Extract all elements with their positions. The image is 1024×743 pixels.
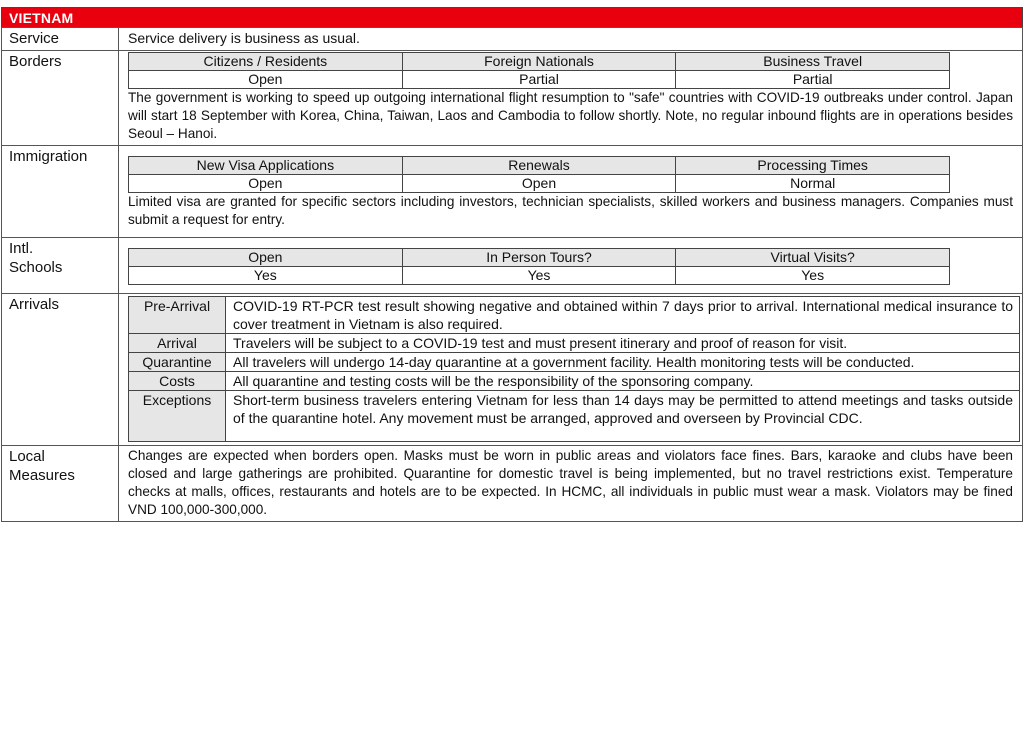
arrivals-table [128,296,1020,442]
immigration-value-renewals: Open [402,175,676,193]
immigration-header-renewals: Renewals [402,157,676,175]
service-text: Service delivery is business as usual. [128,30,360,46]
local-measures-label-line1: Local [9,448,45,465]
schools-content [119,238,1023,294]
service-row [2,28,1023,51]
arrivals-row [2,294,1023,446]
schools-value-tours: Yes [402,267,676,285]
schools-label-line2: Schools [9,259,63,276]
borders-header-foreign: Foreign Nationals [402,53,676,71]
borders-value-business: Partial [676,71,950,89]
schools-header-tours: In Person Tours? [402,249,676,267]
schools-value-open: Yes [129,267,403,285]
schools-label [2,238,119,294]
schools-label-line1: Intl. [9,240,34,257]
country-banner: VIETNAM [1,7,1023,27]
service-label: Service [2,28,119,51]
immigration-value-new-visa: Open [129,175,403,193]
borders-content [119,51,1023,146]
schools-header-virtual: Virtual Visits? [676,249,950,267]
schools-value-virtual: Yes [676,267,950,285]
arrivals-label-quarantine: Quarantine [129,353,226,372]
immigration-note: Limited visa are granted for specific sectors including investors, technician specialists, skilled workers and business managers. Companies must submit a request for entry. [128,194,1013,227]
borders-status-table [128,52,950,89]
arrivals-label-pre-arrival: Pre-Arrival [129,297,226,334]
local-measures-text: Changes are expected when borders open. Masks must be worn in public areas and violators face fines. Bars, karaoke and clubs have been closed and large gatherings are prohibited. Quarantine for domestic travel is being implemented, but no travel restrictions exist. Temperature checks at malls, offices, restaurants and hotels are to be expected. In HCMC, all individuals in public must wear a mask. Violators may be fined VND 100,000-300,000. [128,448,1013,517]
arrivals-row-pre-arrival [129,297,1020,334]
country-sheet [1,7,1023,522]
arrivals-text-exceptions: Short-term business travelers entering Vietnam for less than 14 days may be permitted to attend meetings and tasks outside of the quarantine hotel. Any movement must be arranged, approved and overseen by Provincial CDC. [226,391,1020,442]
arrivals-content [119,294,1023,446]
borders-note: The government is working to speed up outgoing international flight resumption to "safe" countries with COVID-19 outbreaks under control. Japan will start 18 September with Korea, China, Taiwan, Laos and Cambodia to follow shortly. Note, no regular inbound flights are in operations besides Seoul – Hanoi. [128,90,1013,141]
immigration-status-table [128,156,950,193]
immigration-label: Immigration [2,146,119,238]
arrivals-row-quarantine [129,353,1020,372]
schools-header-open: Open [129,249,403,267]
borders-value-citizens: Open [129,71,403,89]
schools-row [2,238,1023,294]
immigration-value-processing: Normal [676,175,950,193]
arrivals-label-costs: Costs [129,372,226,391]
borders-value-foreign: Partial [402,71,676,89]
local-measures-label-line2: Measures [9,467,75,484]
local-measures-content [119,446,1023,522]
arrivals-text-pre-arrival: COVID-19 RT-PCR test result showing negative and obtained within 7 days prior to arrival. International medical insurance to cover treatment in Vietnam is also required. [226,297,1020,334]
local-measures-row [2,446,1023,522]
borders-header-business: Business Travel [676,53,950,71]
immigration-content [119,146,1023,238]
local-measures-label [2,446,119,522]
arrivals-text-costs: All quarantine and testing costs will be the responsibility of the sponsoring company. [226,372,1020,391]
arrivals-label: Arrivals [2,294,119,446]
arrivals-row-arrival [129,334,1020,353]
arrivals-label-arrival: Arrival [129,334,226,353]
borders-header-citizens: Citizens / Residents [129,53,403,71]
arrivals-row-costs [129,372,1020,391]
arrivals-row-exceptions [129,391,1020,442]
immigration-header-new-visa: New Visa Applications [129,157,403,175]
arrivals-text-arrival: Travelers will be subject to a COVID-19 test and must present itinerary and proof of reason for visit. [226,334,1020,353]
immigration-header-processing: Processing Times [676,157,950,175]
schools-status-table [128,248,950,285]
arrivals-text-quarantine: All travelers will undergo 14-day quarantine at a government facility. Health monitoring tests will be conducted. [226,353,1020,372]
borders-row [2,51,1023,146]
immigration-row [2,146,1023,238]
info-table [1,27,1023,522]
service-content [119,28,1023,51]
borders-label: Borders [2,51,119,146]
arrivals-label-exceptions: Exceptions [129,391,226,442]
